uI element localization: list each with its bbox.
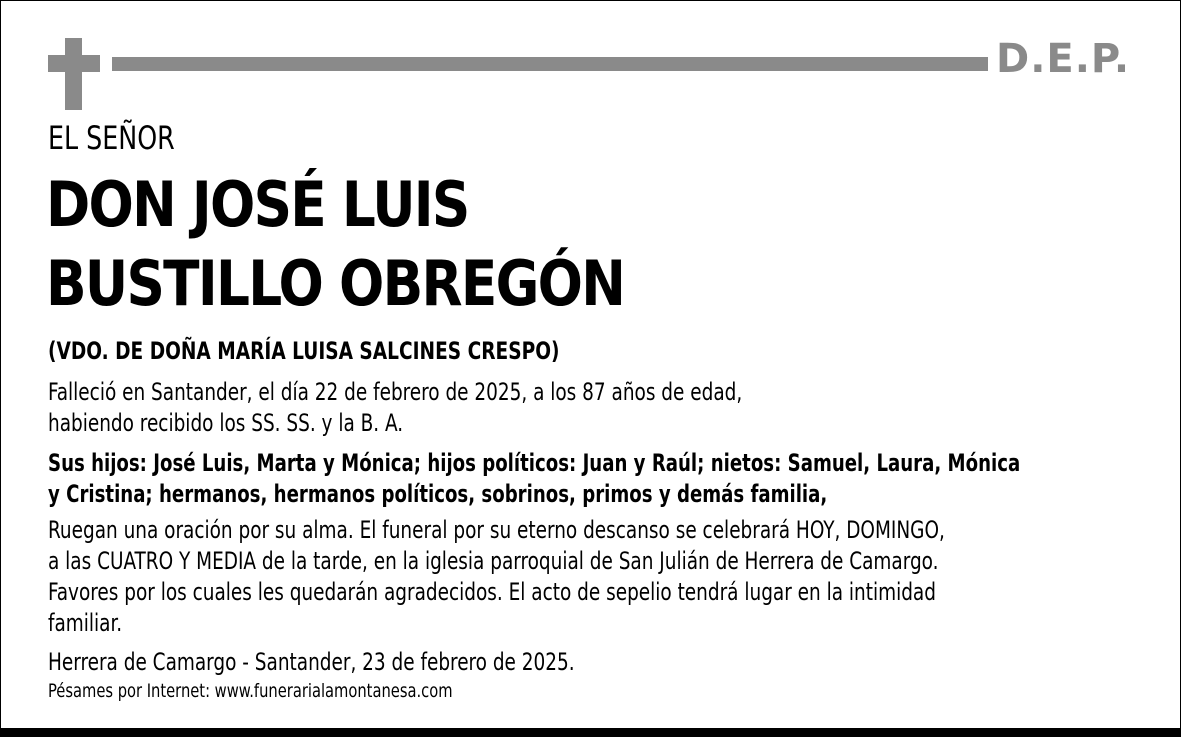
funeral-line-2: a las CUATRO Y MEDIA de la tarde, en la iglesia parroquial de San Julián de Herrera de Camargo.	[48, 547, 939, 575]
title-prefix: EL SEÑOR	[48, 119, 175, 157]
deceased-name-line-2: BUSTILLO OBREGÓN	[46, 247, 625, 320]
death-info-line-1: Falleció en Santander, el día 22 de febrero de 2025, a los 87 años de edad,	[48, 378, 743, 406]
funeral-line-3: Favores por los cuales les quedarán agradecidos. El acto de sepelio tendrá lugar en la intimidad	[48, 578, 936, 606]
condolences-line: Pésames por Internet: www.funerarialamontanesa.com	[48, 680, 453, 702]
cross-icon	[48, 38, 100, 110]
header-rule	[112, 57, 988, 71]
cross-vertical-bar	[65, 38, 82, 110]
family-line-2: y Cristina; hermanos, hermanos políticos, sobrinos, primos y demás familia,	[48, 480, 828, 508]
dep-label: D.E.P.	[996, 36, 1131, 82]
family-line-1: Sus hijos: José Luis, Marta y Mónica; hijos políticos: Juan y Raúl; nietos: Samuel, Laura, Mónica	[48, 449, 1021, 477]
deceased-name-line-1: DON JOSÉ LUIS	[46, 168, 469, 241]
funeral-line-4: familiar.	[48, 609, 123, 637]
bottom-border-bar	[1, 728, 1180, 736]
cross-horizontal-bar	[48, 55, 100, 72]
death-info-line-2: habiendo recibido los SS. SS. y la B. A.	[48, 409, 404, 437]
funeral-line-1: Ruegan una oración por su alma. El funeral por su eterno descanso se celebrará HOY, DOMINGO,	[48, 516, 945, 544]
place-date-line: Herrera de Camargo - Santander, 23 de febrero de 2025.	[48, 648, 575, 676]
widow-of-line: (VDO. DE DOÑA MARÍA LUISA SALCINES CRESPO)	[48, 337, 560, 365]
